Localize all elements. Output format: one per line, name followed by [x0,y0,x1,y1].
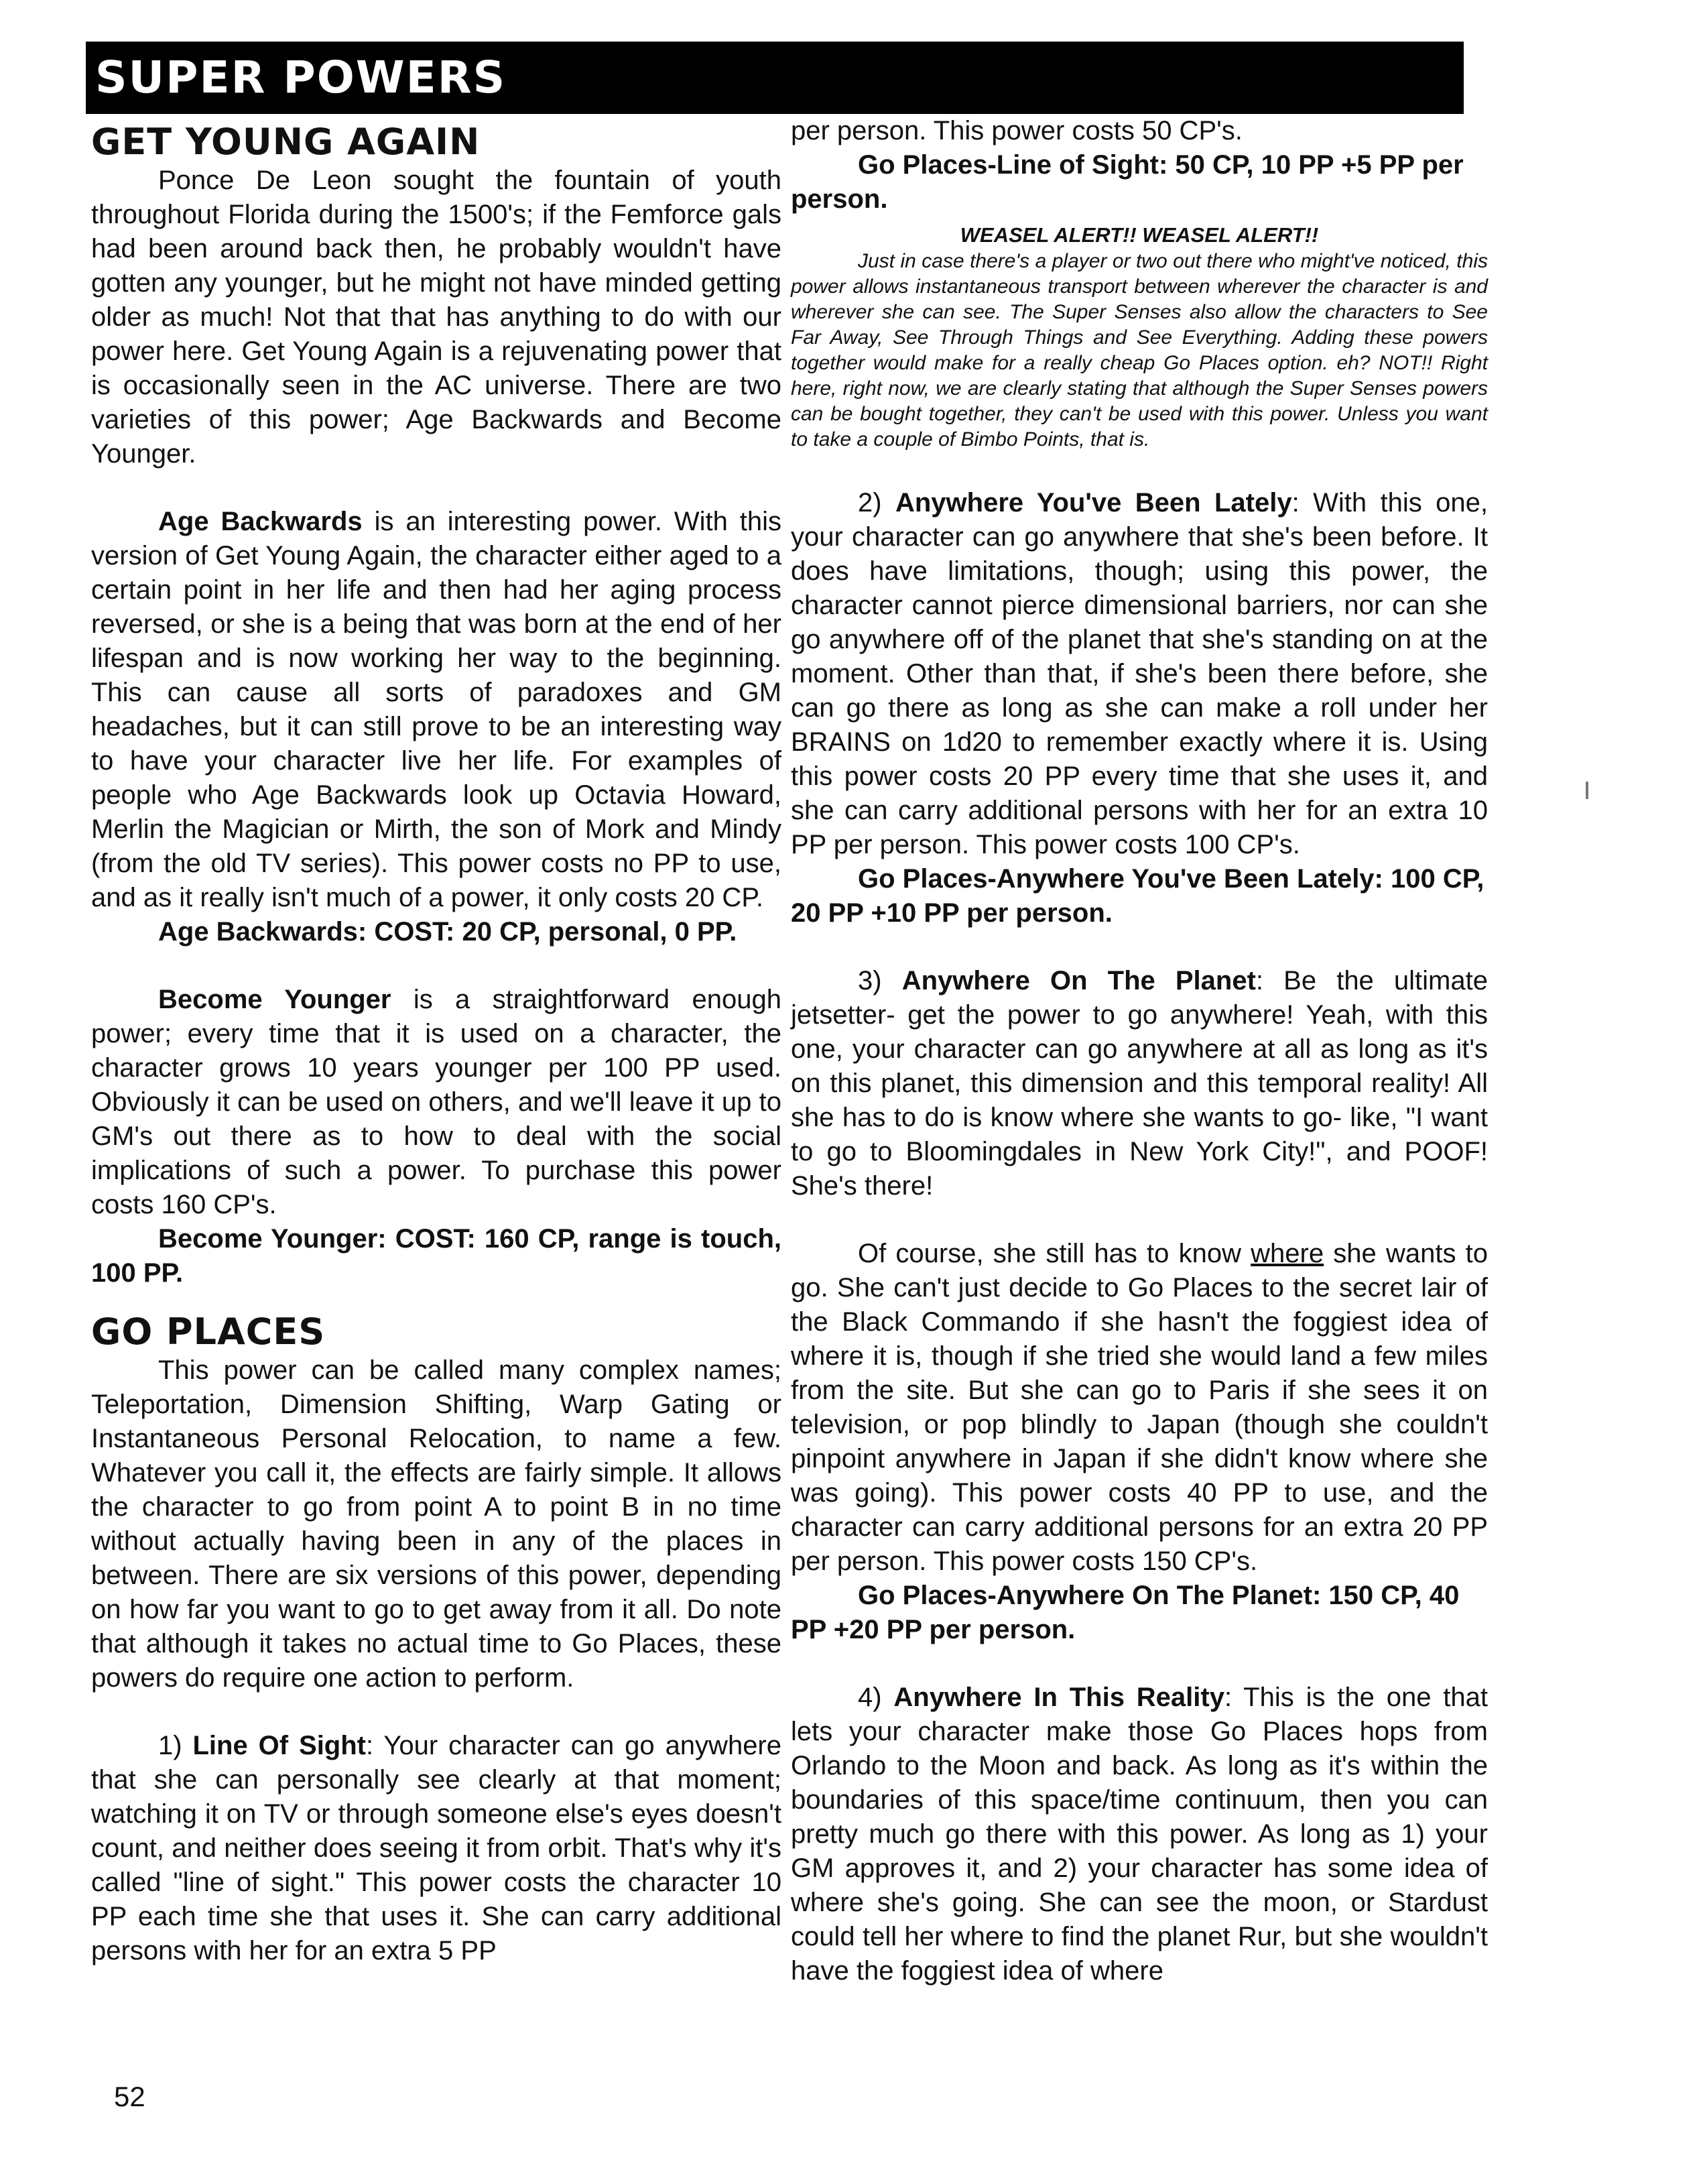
line-of-sight-stat: Go Places-Line of Sight: 50 CP, 10 PP +5 PP per person. [791,150,1464,214]
heading-go-places: GO PLACES [91,1311,326,1353]
anywhere-planet-number: 3) [858,966,902,995]
anywhere-lately-paragraph [791,486,1488,862]
become-younger-term: Become Younger [158,985,391,1014]
page-number: 52 [114,2081,145,2112]
anywhere-lately-term: Anywhere You've Been Lately [895,488,1292,518]
line-of-sight-number: 1) [158,1731,193,1760]
go-places-intro: This power can be called many complex names; Teleportation, Dimension Shifting, Warp Gating or Instantaneous Personal Relocation, to name a few. Whatever you call it, the effects are fairly simple. It allows the character to go from point A to point B in no time without actually having been in any of the places in between. There are six versions of this power, depending on how far you want to go to get away from it all. Do note that although it takes no actual time to Go Places, these powers do require one action to perform. [91,1355,781,1693]
anywhere-reality-paragraph [791,1681,1488,1988]
anywhere-planet-term: Anywhere On The Planet [901,966,1256,995]
anywhere-reality-number: 4) [858,1683,894,1712]
anywhere-planet-stat: Go Places-Anywhere On The Planet: 150 CP, 40 PP +20 PP per person. [791,1581,1460,1644]
become-younger-stat: Become Younger: COST: 160 CP, range is touch, 100 PP. [91,1224,781,1288]
line-of-sight-paragraph [91,1729,781,1968]
line-of-sight-text: : Your character can go anywhere that she can personally see clearly at that moment; watching it on TV or through someone else's eyes doesn't count, and neither does seeing it from orbit. That's why it's called "line of sight." This power costs the character 10 PP each time she that uses it. She can carry additional persons with her for an extra 5 PP [91,1731,781,1965]
anywhere-lately-number: 2) [858,488,895,518]
planet-more-text-a: Of course, she still has to know [858,1239,1251,1268]
heading-get-young-again: GET YOUNG AGAIN [91,121,481,163]
weasel-alert-text: Just in case there's a player or two out there who might've noticed, this power allows instantaneous transport between wherever the character is and wherever she can see. The Super Senses also allow the characters to See Far Away, See Through Things and See Everything. Adding these powers together would make for a really cheap Go Places option. eh? NOT!! Right here, right now, we are clearly stating that although the Super Senses powers can be bought together, they can't be used with this power. Unless you want to take a couple of Bimbo Points, that is. [791,250,1488,450]
right-column [791,114,1488,1988]
section-banner [86,42,1464,114]
planet-more-underlined: where [1251,1239,1324,1268]
age-backwards-term: Age Backwards [158,507,363,536]
age-backwards-text: is an interesting power. With this version of Get Young Again, the character either aged to a certain point in her life and then had her aging process reversed, or she is a being that was born at the end of her lifespan and is now working her way to the beginning. This can cause all sorts of paradoxes and GM headaches, but it can still prove to be an interesting way to have your character live her life. For examples of people who Age Backwards look up Octavia Howard, Merlin the Magician or Mirth, the son of Mork and Mindy (from the old TV series). This power costs no PP to use, and as it really isn't much of a power, it only costs 20 CP. [91,507,781,912]
left-column [91,121,781,1968]
anywhere-planet-paragraph [791,964,1488,1203]
line-of-sight-term: Line Of Sight [192,1731,366,1760]
age-backwards-paragraph [91,505,781,915]
anywhere-lately-text: : With this one, your character can go anywhere that she's been before. It does have limitations, though; using this power, the character cannot pierce dimensional barriers, nor can she go anywhere off of the planet that she's standing on at the moment. Other than that, if she's been there before, she can go there as long as she can make a roll under her BRAINS on 1d20 to remember exactly where it is. Using this power costs 20 PP every time that she uses it, and she can carry additional persons with her for an extra 10 PP per person. This power costs 100 CP's. [791,488,1488,859]
become-younger-paragraph [91,983,781,1222]
become-younger-text: is a straightforward enough power; every time that it is used on a character, the character grows 10 years younger per 100 PP used. Obviously it can be used on others, and we'll leave it up to GM's out there as to how to deal with the social implications of such a power. To purchase this power costs 160 CP's. [91,985,781,1219]
scan-mark [1586,782,1588,799]
anywhere-reality-text: : This is the one that lets your character make those Go Places hops from Orlando to the Moon and back. As long as it's within the boundaries of this space/time continuum, then you can pretty much go there with this power. As long as 1) your GM approves it, and 2) your character has some idea of where she's going. She can see the moon, or Stardust could tell her where to find the planet Rur, but she wouldn't have the foggiest idea of where [791,1683,1488,1986]
anywhere-reality-term: Anywhere In This Reality [893,1683,1224,1712]
section-title: SUPER POWERS [95,52,507,103]
anywhere-planet-text: : Be the ultimate jetsetter- get the power to go anywhere! Yeah, with this one, your character can go anywhere at all as long as it's on this planet, this dimension and this temporal reality! All she has to do is know where she wants to go- like, "I want to go to Bloomingdales in New York City!", and POOF! She's there! [791,966,1488,1201]
weasel-alert-title: WEASEL ALERT!! WEASEL ALERT!! [960,223,1319,247]
anywhere-planet-more [791,1237,1488,1579]
planet-more-text-b: she wants to go. She can't just decide to Go Places to the secret lair of the Black Commando if she hasn't the foggiest idea of where it is, though if she tried she would land a few miles from the site. But she can go to Paris if she sees it on television, or pop blindly to Japan (though she couldn't pinpoint anywhere in Japan if she didn't know where she was going). This power costs 40 PP to use, and the character can carry additional persons for an extra 20 PP per person. This power costs 150 CP's. [791,1239,1489,1576]
age-backwards-stat: Age Backwards: COST: 20 CP, personal, 0 PP. [158,917,737,947]
get-young-again-intro: Ponce De Leon sought the fountain of youth throughout Florida during the 1500's; if the Femforce gals had been around back then, he probably wouldn't have gotten any younger, but he might not have minded getting older as much! Not that that has anything to do with our power here. Get Young Again is a rejuvenating power that is occasionally seen in the AC universe. There are two varieties of this power; Age Backwards and Become Younger. [91,166,781,469]
anywhere-lately-stat: Go Places-Anywhere You've Been Lately: 100 CP, 20 PP +10 PP per person. [791,864,1485,928]
line-of-sight-continued: per person. This power costs 50 CP's. [791,116,1243,145]
